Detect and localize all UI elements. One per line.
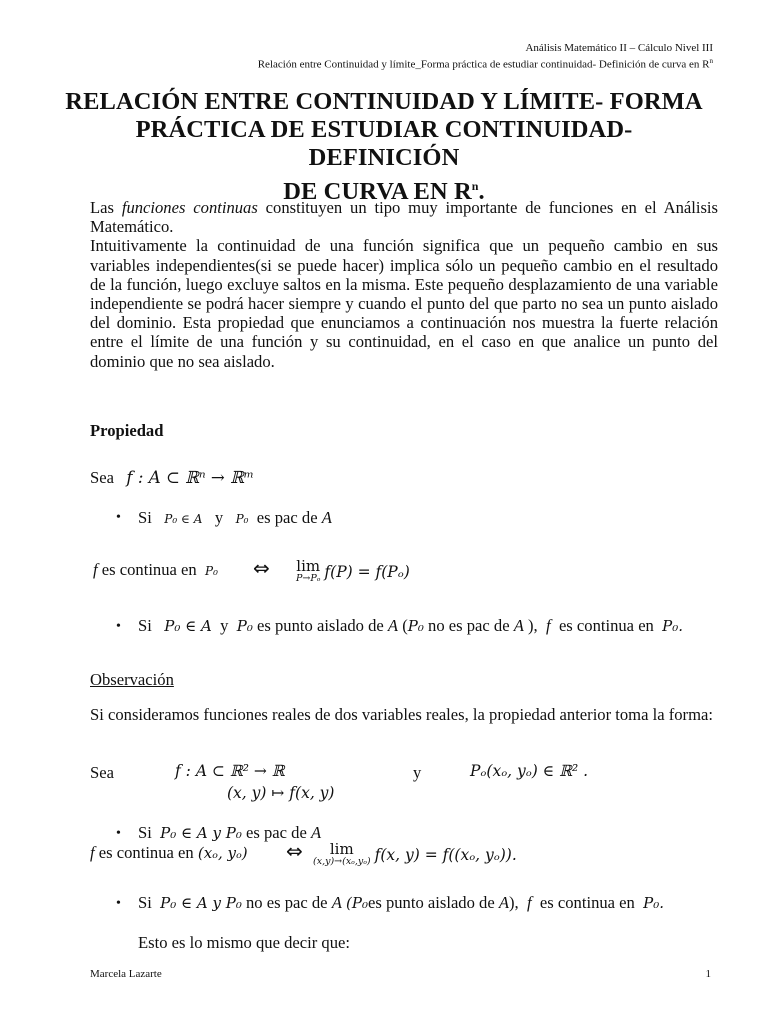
b2-f: f [546,616,551,635]
obs-cont-f: f [90,843,95,862]
b1-p0: P₀ [235,512,249,526]
obs-b2-f: f [527,893,532,912]
obs-b1-A: A [310,823,322,842]
bullet-dot-1: • [116,510,121,525]
obs-cont-point: (xₒ, yₒ) [197,844,248,862]
obs-cont-text: es continua en [98,843,194,862]
b2-paren-open: ( [402,616,408,635]
intro-p1-start: Las [90,198,122,217]
intro-paragraph-1 [90,198,718,236]
limit-expression-1 [296,557,410,585]
obs-b2-si: Si [138,893,152,912]
bullet-dot-2: • [116,619,121,634]
obs-b2-cond: P₀ ∈ A y P₀ [160,894,242,912]
title-sup: n [471,179,479,193]
lim-under-1: P→Pₒ [296,573,321,584]
obs-point: Pₒ(xₒ, yₒ) ∈ ℝ² . [470,762,589,780]
header-topic-text: Relación entre Continuidad y límite_Forma práctica de estudiar continuidad- Definición de curva en R [257,58,710,71]
obs-b2-paren-close: ), [509,893,519,912]
bullet-dot-4: • [116,896,121,911]
obs-bullet-2 [138,893,664,913]
b2-cond: P₀ ∈ A [164,617,212,635]
intro-p1-emphasis: funciones continuas [121,198,258,217]
iff-symbol-1: ⇔ [253,556,270,580]
obs-b2-text2: es punto aislado de [367,893,495,912]
lim-under-2: (x,y)→(xₒ,yₒ) [313,856,371,867]
lim-operator-2 [313,840,371,868]
observacion-heading: Observación [90,670,174,689]
b2-paren-p0: P₀ [407,617,424,635]
propiedad-continuity-line [93,560,218,580]
obs-y-word: y [413,763,422,782]
obs-b2-A2: A [498,893,510,912]
intro-p1-end: constituyen un tipo muy importante de funciones en el Análisis Matemático. [90,198,718,237]
observacion-paragraph: Si consideramos funciones reales de dos variables reales, la propiedad anterior toma la forma: [90,705,713,724]
title-line-2: PRÁCTICA DE ESTUDIAR CONTINUIDAD- DEFINICIÓN [135,116,633,171]
iff-symbol-2: ⇔ [286,839,303,863]
limit-expression-2 [313,840,517,868]
obs-sea-label: Sea [90,763,114,782]
b2-A: A [387,616,399,635]
title-period: . [478,178,485,206]
lim-operator-1 [296,557,321,585]
footer-author: Marcela Lazarte [90,968,162,980]
b1-text: es pac de [256,508,318,527]
intro-paragraph-2: Intuitivamente la continuidad de una función significa que un pequeño cambio en sus variables independientes(si se puede hacer) implica sólo un pequeño cambio en el resultado de la función, luego excluye saltos en la misma. Este pequeño desplazamiento de una variable independiente se podrá hacer siempre y cuando el punto del que parto no sea un punto aislado del dominio. Esta propiedad que enunciamos a continuación nos muestra la fuerte relación entre el límite de una función y su continuidad, en el caso en que analice un punto del dominio que no sea aislado. [90,236,718,371]
lim-expr-1: f(P) = f(Pₒ) [324,563,410,581]
footer-page-number: 1 [705,968,711,980]
b1-A: A [321,508,332,527]
header-topic [258,57,713,71]
obs-b1-si: Si [138,823,152,842]
propiedad-bullet-1 [138,508,332,528]
title-line-3-text: DE CURVA EN R [283,178,472,206]
obs-map-line-1: f : A ⊂ ℝ² → ℝ [175,762,285,780]
obs-b2-paren-p0: (P₀ [346,894,368,912]
b2-A2: A [513,616,524,635]
propiedad-heading: Propiedad [90,421,164,440]
header-topic-sup: n [709,57,713,65]
lim-expr-2: f(x, y) = f((xₒ, yₒ)). [374,846,517,864]
b1-cond: P₀ ∈ A [164,512,203,526]
cont-f: f [93,560,98,579]
title-line-1: RELACIÓN ENTRE CONTINUIDAD Y LÍMITE- FORMA [65,88,703,115]
bullet-dot-3: • [116,826,121,841]
b2-text2: no es pac de [428,616,510,635]
lim-word-1: lim [296,557,321,575]
obs-b2-A: A [331,893,342,912]
propiedad-sea-label: Sea [90,468,114,487]
intro-text [90,198,718,371]
obs-continuity-line [90,843,248,863]
obs-b1-text: es pac de [246,823,307,842]
propiedad-sea-math: f : A ⊂ ℝⁿ → ℝᵐ [126,468,255,487]
page-title [60,88,708,206]
obs-b2-text3: es continua en [539,893,635,912]
obs-b2-end: P₀. [643,894,665,912]
obs-closing: Esto es lo mismo que decir que: [138,933,350,952]
b1-y: y [214,508,224,527]
lim-word-2: lim [329,840,354,858]
cont-p0: P₀ [205,564,218,578]
b1-si: Si [138,508,152,527]
propiedad-bullet-2 [138,616,683,636]
b2-paren-close: ), [528,616,538,635]
b2-y: y [220,616,229,635]
cont-text: es continua en [101,560,197,579]
obs-map-line-2: (x, y) ↦ f(x, y) [227,784,335,802]
b2-end: P₀. [662,617,684,635]
obs-b1-cond: P₀ ∈ A y P₀ [160,824,242,842]
observacion-text [90,705,718,724]
propiedad-sea-line [90,468,254,488]
obs-b2-text1: no es pac de [246,893,328,912]
b2-text1: es punto aislado de [257,616,384,635]
header-course: Análisis Matemático II – Cálculo Nivel III [525,42,713,54]
b2-p0: P₀ [236,617,253,635]
b2-text3: es continua en [558,616,654,635]
b2-si: Si [138,616,152,635]
